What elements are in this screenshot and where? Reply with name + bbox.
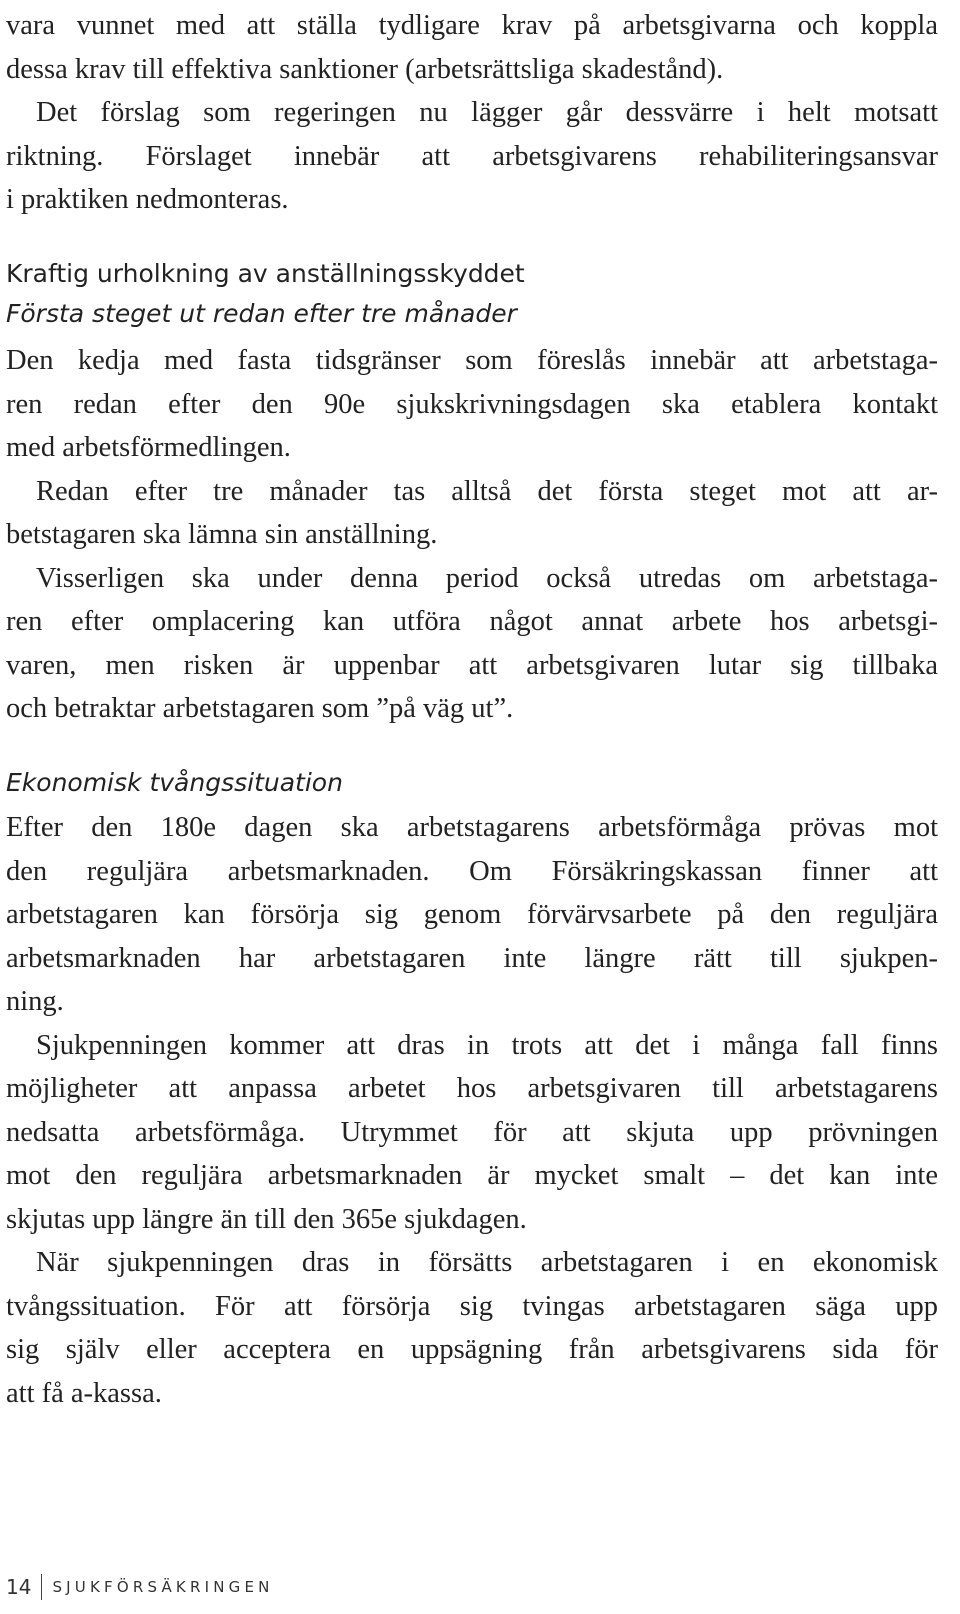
text-line: varen, men risken är uppenbar att arbetsgivaren lutar sig tillbaka	[6, 649, 938, 681]
section-subheading: Första steget ut redan efter tre månader	[6, 299, 517, 328]
text-line: vara vunnet med att ställa tydligare krav på arbetsgivarna och koppla	[6, 10, 938, 41]
running-title: SJUKFÖRSÄKRINGEN	[52, 1578, 274, 1596]
text-line: dessa krav till effektiva sanktioner (arbetsrättsliga skadestånd).	[6, 53, 724, 85]
section1-body	[6, 339, 938, 731]
text-line: Efter den 180e dagen ska arbetstagarens arbetsförmåga prövas mot	[6, 812, 938, 843]
text-line: Redan efter tre månader tas alltså det första steget mot att ar-	[36, 475, 938, 507]
footer-divider	[41, 1574, 42, 1600]
text-line: nedsatta arbetsförmåga. Utrymmet för att skjuta upp prövningen	[6, 1116, 938, 1148]
text-line: arbetsmarknaden har arbetstagaren inte längre rätt till sjukpen-	[6, 942, 938, 974]
text-line: och betraktar arbetstagaren som ”på väg ut”.	[6, 693, 514, 724]
text-line: När sjukpenningen dras in försätts arbetstagaren i en ekonomisk	[36, 1247, 938, 1278]
section-heading: Kraftig urholkning av anställningsskyddet	[6, 259, 525, 288]
text-line: med arbetsförmedlingen.	[6, 432, 291, 463]
text-line: betstagaren ska lämna sin anställning.	[6, 519, 438, 550]
text-line: Det förslag som regeringen nu lägger går dessvärre i helt motsatt	[36, 97, 938, 128]
text-line: sig själv eller acceptera en uppsägning från arbetsgivarens sida för	[6, 1334, 938, 1365]
text-line: skjutas upp längre än till den 365e sjukdagen.	[6, 1203, 527, 1235]
text-line: tvångssituation. För att försörja sig tvingas arbetstagaren säga upp	[6, 1290, 938, 1322]
page-number: 14	[6, 1575, 32, 1599]
text-line: möjligheter att anpassa arbetet hos arbetsgivaren till arbetstagarens	[6, 1073, 938, 1104]
text-line: ren redan efter den 90e sjukskrivningsdagen ska etablera kontakt	[6, 388, 938, 420]
text-line: i praktiken nedmonteras.	[6, 184, 289, 215]
section-ekonomisk-tvangssituation	[6, 763, 938, 803]
page-footer	[6, 1572, 274, 1602]
intro-paragraph	[6, 4, 938, 222]
text-line: mot den reguljära arbetsmarknaden är mycket smalt – det kan inte	[6, 1160, 938, 1191]
text-line: att få a-kassa.	[6, 1377, 162, 1409]
text-line: arbetstagaren kan försörja sig genom förvärvsarbete på den reguljära	[6, 899, 938, 930]
text-line: Visserligen ska under denna period också utredas om arbetstaga-	[36, 562, 938, 594]
text-line: riktning. Förslaget innebär att arbetsgivarens rehabiliteringsansvar	[6, 140, 938, 172]
text-line: den reguljära arbetsmarknaden. Om Försäkringskassan finner att	[6, 855, 938, 887]
text-line: Den kedja med fasta tidsgränser som föreslås innebär att arbetstaga-	[6, 345, 938, 376]
text-line: ning.	[6, 986, 64, 1017]
text-line: ren efter omplacering kan utföra något annat arbete hos arbetsgi-	[6, 606, 938, 637]
section-subheading: Ekonomisk tvångssituation	[6, 768, 343, 797]
text-line: Sjukpenningen kommer att dras in trots att det i många fall finns	[36, 1029, 938, 1061]
section2-body	[6, 806, 938, 1415]
section-anstallningsskydd	[6, 254, 938, 334]
